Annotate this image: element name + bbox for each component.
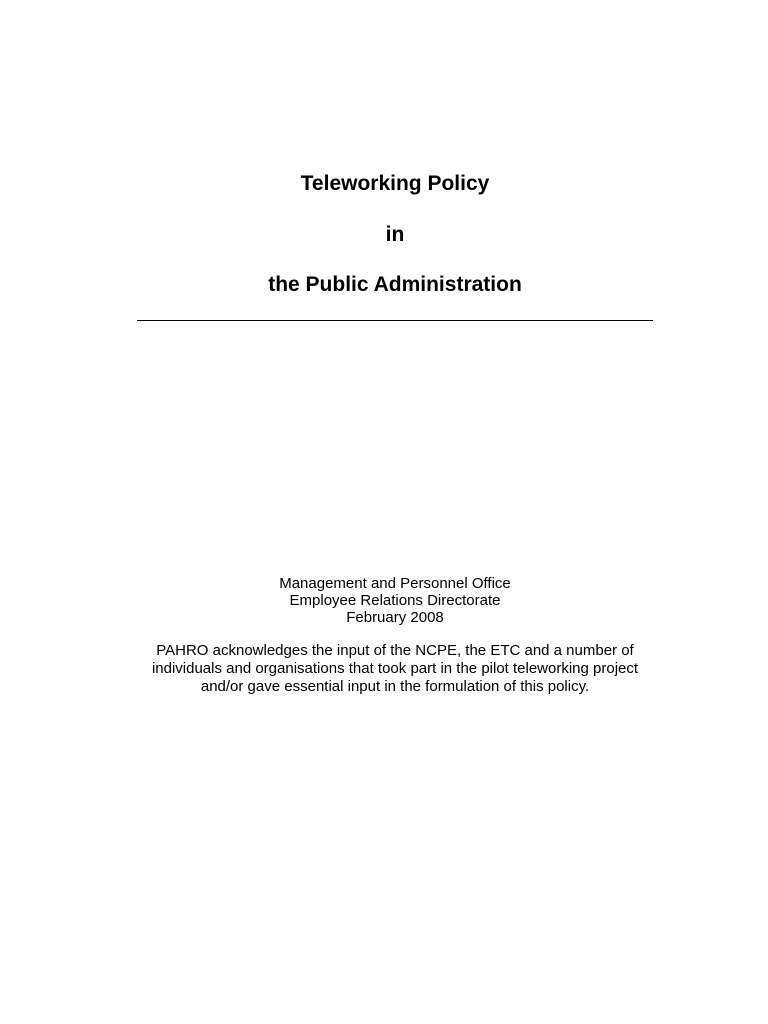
- organization-block: [0, 575, 768, 626]
- publication-date: February 2008: [346, 609, 444, 626]
- directorate-name: Employee Relations Directorate: [289, 592, 501, 609]
- acknowledgement-line: individuals and organisations that took part in the pilot teleworking project: [151, 660, 639, 677]
- office-name: Management and Personnel Office: [279, 575, 511, 592]
- acknowledgement-paragraph: [130, 642, 660, 696]
- acknowledgement-line: PAHRO acknowledges the input of the NCPE, the ETC and a number of: [156, 642, 634, 659]
- title-line-in: in: [385, 223, 405, 246]
- title-divider: [137, 320, 653, 321]
- acknowledgement-line: and/or gave essential input in the formulation of this policy.: [200, 678, 590, 695]
- title-line-teleworking-policy: Teleworking Policy: [300, 172, 490, 195]
- title-line-public-administration: the Public Administration: [268, 273, 522, 296]
